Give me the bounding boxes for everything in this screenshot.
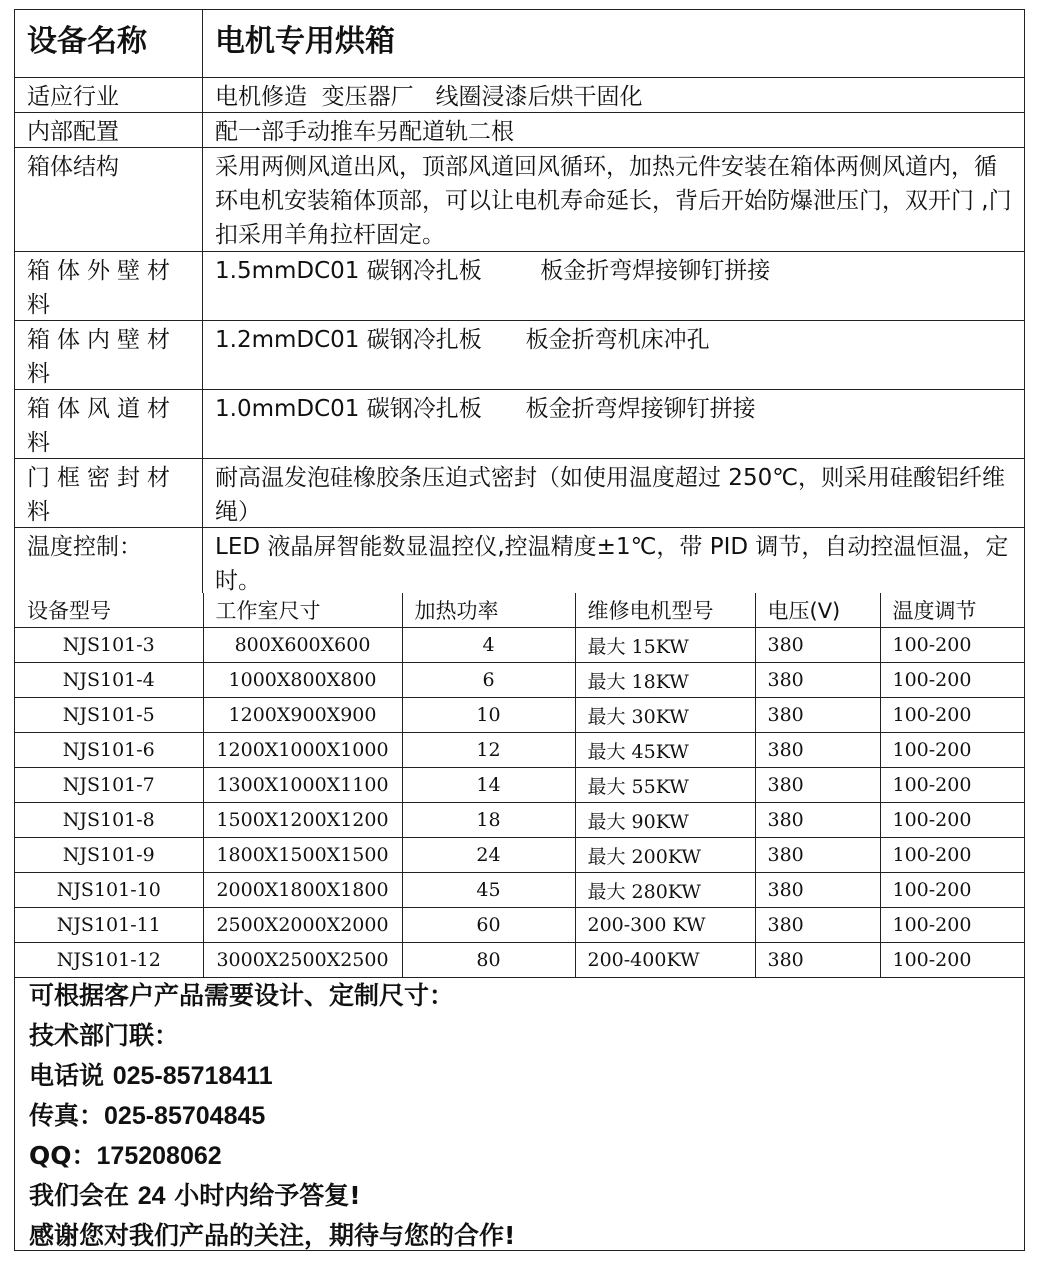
column-header: 电压(V) [755, 593, 880, 628]
title-row [15, 10, 1024, 78]
spec-row-industry [15, 78, 1024, 113]
spec-row-temp-control [15, 528, 1024, 593]
motor-cell: 200-300 KW [575, 908, 755, 943]
table-row [15, 873, 1024, 908]
spec-value: 1.5mmDC01 碳钢冷扎板 板金折弯焊接铆钉拼接 [215, 258, 771, 284]
table-row [15, 698, 1024, 733]
voltage-cell: 380 [755, 663, 880, 698]
size-cell: 1300X1000X1100 [203, 768, 402, 803]
size-cell: 800X600X600 [203, 628, 402, 663]
reply-line [29, 1176, 1024, 1216]
spec-label: 箱体内壁材料 [15, 321, 203, 389]
voltage-cell: 380 [755, 838, 880, 873]
temp-range-cell: 100-200 [880, 768, 1024, 803]
spec-value: 电机修造 变压器厂 线圈浸漆后烘干固化 [215, 84, 643, 110]
power-cell: 10 [402, 698, 575, 733]
motor-cell: 最大 90KW [575, 803, 755, 838]
qq-number: 175208062 [96, 1142, 222, 1170]
spec-row-door-seal [15, 459, 1024, 528]
spec-sheet [14, 9, 1025, 1251]
dept-label: 技术部门联： [29, 1021, 180, 1050]
reply-hours: 24 [137, 1182, 166, 1210]
column-header: 设备型号 [15, 593, 203, 628]
temp-range-cell: 100-200 [880, 733, 1024, 768]
power-cell: 24 [402, 838, 575, 873]
model-cell: NJS101-8 [15, 803, 203, 838]
spec-label: 箱体结构 [15, 148, 203, 251]
model-cell: NJS101-12 [15, 943, 203, 978]
title-value: 电机专用烘箱 [215, 24, 395, 59]
motor-cell: 最大 45KW [575, 733, 755, 768]
model-cell: NJS101-7 [15, 768, 203, 803]
spec-label: 门框密封材料 [15, 459, 203, 527]
thanks-line: 感谢您对我们产品的关注，期待与您的合作! [29, 1221, 516, 1250]
voltage-cell: 380 [755, 768, 880, 803]
motor-cell: 最大 55KW [575, 768, 755, 803]
phone-label: 电话说 [29, 1061, 113, 1090]
power-cell: 18 [402, 803, 575, 838]
power-cell: 6 [402, 663, 575, 698]
title-label: 设备名称 [15, 10, 203, 77]
spec-value: 1.2mmDC01 碳钢冷扎板 板金折弯机床冲孔 [215, 327, 710, 353]
spec-row-inner-wall [15, 321, 1024, 390]
fax-line [29, 1096, 1024, 1136]
model-cell: NJS101-9 [15, 838, 203, 873]
fax-label: 传真： [29, 1101, 105, 1130]
spec-value: 1.0mmDC01 碳钢冷扎板 板金折弯焊接铆钉拼接 [215, 396, 756, 422]
motor-cell: 最大 18KW [575, 663, 755, 698]
table-row [15, 733, 1024, 768]
voltage-cell: 380 [755, 628, 880, 663]
table-row [15, 663, 1024, 698]
model-cell: NJS101-10 [15, 873, 203, 908]
reply-post: 小时内给予答复! [165, 1181, 361, 1210]
column-header: 温度调节 [880, 593, 1024, 628]
voltage-cell: 380 [755, 873, 880, 908]
temp-range-cell: 100-200 [880, 663, 1024, 698]
column-header: 加热功率 [402, 593, 575, 628]
model-cell: NJS101-3 [15, 628, 203, 663]
temp-range-cell: 100-200 [880, 628, 1024, 663]
spec-value: 采用两侧风道出风，顶部风道回风循环，加热元件安装在箱体两侧风道内，循环电机安装箱体顶部，可以让电机寿命延长，背后开始防爆泄压门，双开门 ,门扣采用羊角拉杆固定。 [215, 154, 1012, 248]
temp-range-cell: 100-200 [880, 943, 1024, 978]
table-header-row [15, 593, 1024, 628]
model-cell: NJS101-5 [15, 698, 203, 733]
model-table [15, 593, 1024, 978]
table-row [15, 768, 1024, 803]
temp-range-cell: 100-200 [880, 803, 1024, 838]
table-row [15, 628, 1024, 663]
reply-pre: 我们会在 [29, 1181, 138, 1210]
spec-value: 配一部手动推车另配道轨二根 [215, 119, 514, 145]
size-cell: 2000X1800X1800 [203, 873, 402, 908]
power-cell: 14 [402, 768, 575, 803]
spec-value: LED 液晶屏智能数显温控仪,控温精度±1℃，带 PID 调节，自动控温恒温，定时。 [215, 534, 1009, 594]
spec-row-outer-wall [15, 252, 1024, 321]
column-header: 工作室尺寸 [203, 593, 402, 628]
motor-cell: 最大 280KW [575, 873, 755, 908]
fax-number: 025-85704845 [104, 1102, 266, 1130]
table-row [15, 838, 1024, 873]
voltage-cell: 380 [755, 698, 880, 733]
size-cell: 1200X1000X1000 [203, 733, 402, 768]
spec-label: 温度控制： [15, 528, 203, 593]
voltage-cell: 380 [755, 943, 880, 978]
phone-line [29, 1056, 1024, 1096]
contact-section [15, 976, 1024, 1256]
model-cell: NJS101-11 [15, 908, 203, 943]
motor-cell: 最大 15KW [575, 628, 755, 663]
voltage-cell: 380 [755, 733, 880, 768]
motor-cell: 200-400KW [575, 943, 755, 978]
table-row [15, 943, 1024, 978]
power-cell: 60 [402, 908, 575, 943]
voltage-cell: 380 [755, 803, 880, 838]
spec-row-duct [15, 390, 1024, 459]
size-cell: 1000X800X800 [203, 663, 402, 698]
spec-label: 箱体外壁材料 [15, 252, 203, 320]
size-cell: 2500X2000X2000 [203, 908, 402, 943]
temp-range-cell: 100-200 [880, 838, 1024, 873]
column-header: 维修电机型号 [575, 593, 755, 628]
temp-range-cell: 100-200 [880, 698, 1024, 733]
temp-range-cell: 100-200 [880, 873, 1024, 908]
motor-cell: 最大 30KW [575, 698, 755, 733]
phone-number: 025-85718411 [112, 1062, 273, 1090]
spec-label: 箱体风道材料 [15, 390, 203, 458]
spec-value: 耐高温发泡硅橡胶条压迫式密封（如使用温度超过 250℃，则采用硅酸铝纤维绳） [215, 465, 1006, 525]
temp-range-cell: 100-200 [880, 908, 1024, 943]
size-cell: 1500X1200X1200 [203, 803, 402, 838]
size-cell: 1200X900X900 [203, 698, 402, 733]
qq-line [29, 1136, 1024, 1176]
model-cell: NJS101-4 [15, 663, 203, 698]
power-cell: 4 [402, 628, 575, 663]
voltage-cell: 380 [755, 908, 880, 943]
power-cell: 45 [402, 873, 575, 908]
spec-label: 适应行业 [15, 78, 203, 112]
motor-cell: 最大 200KW [575, 838, 755, 873]
size-cell: 3000X2500X2500 [203, 943, 402, 978]
qq-label: QQ： [29, 1141, 97, 1170]
table-row [15, 908, 1024, 943]
table-row [15, 803, 1024, 838]
custom-note: 可根据客户产品需要设计、定制尺寸： [29, 981, 455, 1010]
size-cell: 1800X1500X1500 [203, 838, 402, 873]
spec-label: 内部配置 [15, 113, 203, 147]
power-cell: 12 [402, 733, 575, 768]
power-cell: 80 [402, 943, 575, 978]
spec-row-structure [15, 148, 1024, 252]
model-cell: NJS101-6 [15, 733, 203, 768]
spec-row-config [15, 113, 1024, 148]
